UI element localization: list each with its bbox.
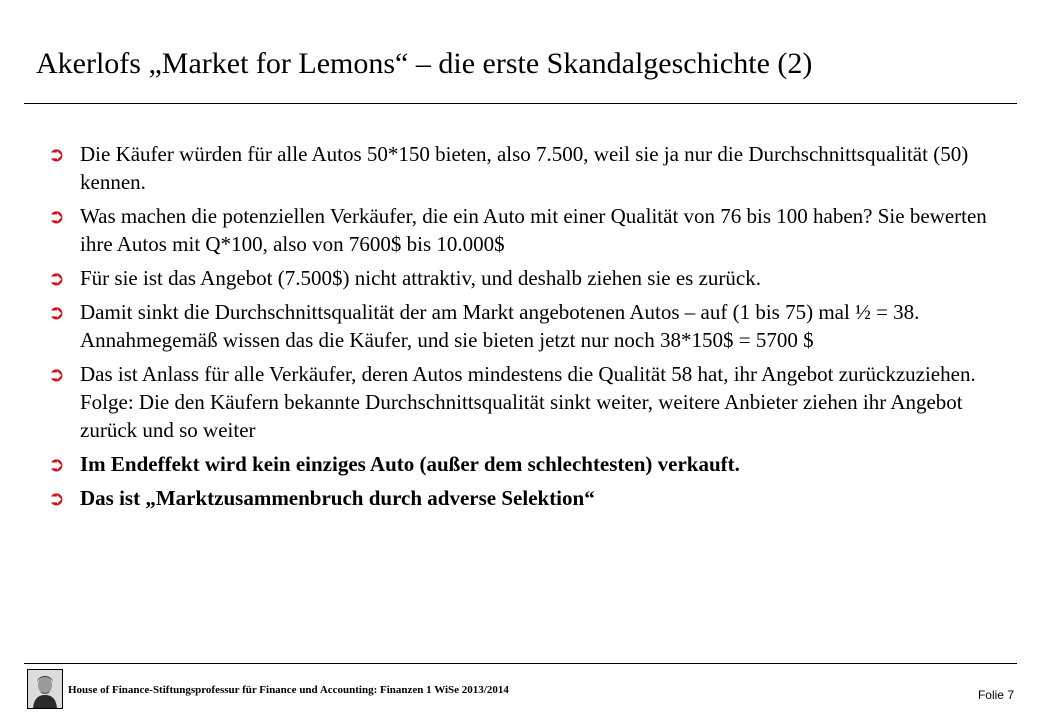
footer-divider <box>24 663 1017 664</box>
arrow-right-icon: ➲ <box>48 266 65 290</box>
goethe-portrait-icon <box>27 669 63 709</box>
bullet-item-emphasis <box>48 450 988 478</box>
bullet-text: Damit sinkt die Durchschnittsqualität der am Markt angebotenen Autos – auf (1 bis 75) mal ½ = 38. Annahmegemäß wissen das die Käufer, und sie bieten jetzt nur noch 38*150$ = 5700 $ <box>80 300 920 352</box>
arrow-right-icon: ➲ <box>48 452 65 476</box>
bullet-item-emphasis <box>48 484 988 512</box>
bullet-text: Was machen die potenziellen Verkäufer, die ein Auto mit einer Qualität von 76 bis 100 haben? Sie bewerten ihre Autos mit Q*100, also von 7600$ bis 10.000$ <box>80 204 987 256</box>
bullet-item <box>48 140 988 196</box>
page-number: Folie 7 <box>977 688 1014 702</box>
arrow-right-icon: ➲ <box>48 300 65 324</box>
bullet-text: Das ist Anlass für alle Verkäufer, deren Autos mindestens die Qualität 58 hat, ihr Angebot zurückzuziehen. Folge: Die den Käufern bekannte Durchschnittsqualität sinkt weiter, weitere Anbieter ziehen ihr Angebot zurück und so weiter <box>80 362 976 442</box>
title-divider <box>24 103 1017 104</box>
arrow-right-icon: ➲ <box>48 362 65 386</box>
arrow-right-icon: ➲ <box>48 142 65 166</box>
bullet-text: Im Endeffekt wird kein einziges Auto (außer dem schlechtesten) verkauft. <box>80 452 740 476</box>
bullet-text: Für sie ist das Angebot (7.500$) nicht attraktiv, und deshalb ziehen sie es zurück. <box>80 266 761 290</box>
bullet-text: Das ist „Marktzusammenbruch durch adverse Selektion“ <box>80 486 595 510</box>
bullet-item <box>48 264 988 292</box>
bullet-text: Die Käufer würden für alle Autos 50*150 bieten, also 7.500, weil sie ja nur die Durchschnittsqualität (50) kennen. <box>80 142 969 194</box>
slide-title: Akerlofs „Market for Lemons“ – die erste Skandalgeschichte (2) <box>36 47 813 80</box>
arrow-right-icon: ➲ <box>48 204 65 228</box>
arrow-right-icon: ➲ <box>48 486 65 510</box>
bullet-item <box>48 360 988 444</box>
bullet-item <box>48 202 988 258</box>
bullet-item <box>48 298 988 354</box>
bullet-list <box>48 140 988 518</box>
footer-text: House of Finance-Stiftungsprofessur für Finance und Accounting: Finanzen 1 WiSe 2013/2014 <box>68 684 509 696</box>
